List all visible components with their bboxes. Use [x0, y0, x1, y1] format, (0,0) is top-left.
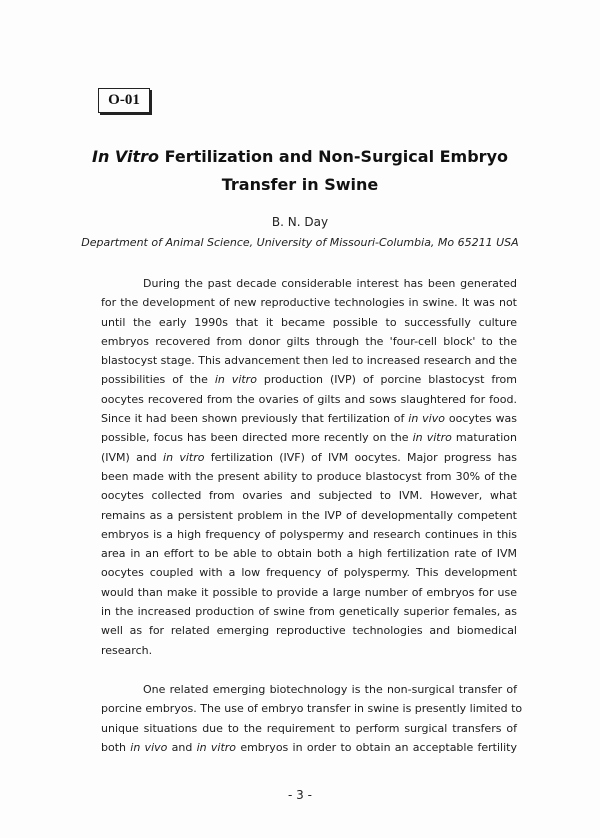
italic-term: in vivo	[408, 412, 445, 426]
text-line	[101, 409, 517, 428]
text-line: been made with the present ability to produce blastocyst from 30% of the	[101, 469, 517, 483]
text-line: area in an effort to be able to obtain both a high fertilization rate of IVM	[101, 547, 517, 561]
page-number: - 3 -	[288, 788, 312, 802]
text-line: in the increased production of swine from genetically superior females, as	[101, 605, 517, 619]
text-line: embryos is a high frequency of polyspermy and research continues in this	[101, 527, 517, 541]
text-segment: possible, focus has been directed more recently on the	[101, 431, 413, 445]
italic-term: in vivo	[130, 740, 168, 754]
italic-term: in vitro	[196, 740, 237, 754]
body-paragraph-2	[101, 680, 523, 757]
title-line-1	[60, 143, 540, 171]
text-segment: maturation	[451, 431, 518, 445]
text-segment: and	[167, 740, 197, 754]
italic-term: in vitro	[412, 431, 452, 445]
text-line	[101, 738, 517, 757]
text-segment: fertilization (IVF) of IVM oocytes. Major progress has	[204, 450, 518, 464]
text-line: oocytes coupled with a low frequency of polyspermy. This development	[101, 566, 517, 580]
title-italic-term: In Vitro	[92, 147, 160, 166]
paper-title	[60, 143, 540, 199]
text-line: During the past decade considerable interest has been generated	[143, 277, 517, 290]
text-line: blastocyst stage. This advancement then led to increased research and the	[101, 354, 517, 368]
text-segment: both	[101, 740, 131, 754]
title-line-1-rest: Fertilization and Non-Surgical Embryo	[159, 147, 508, 166]
body-paragraph-1	[101, 274, 517, 660]
abstract-code-box: O-01	[98, 88, 150, 113]
text-segment: oocytes was	[444, 412, 517, 426]
text-line: unique situations due to the requirement to perform surgical transfers of	[101, 721, 517, 735]
text-line: embryos recovered from donor gilts through the 'four-cell block' to the	[101, 334, 517, 348]
author-affiliation: Department of Animal Science, University of Missouri-Columbia, Mo 65211 USA	[81, 236, 519, 249]
text-line: porcine embryos. The use of embryo transfer in swine is presently limited to	[101, 702, 523, 716]
title-line-2: Transfer in Swine	[221, 175, 379, 194]
text-segment: (IVM) and	[101, 450, 164, 464]
text-line	[101, 370, 517, 389]
author-name: B. N. Day	[271, 215, 329, 229]
italic-term: in vitro	[163, 450, 205, 464]
text-line: well as for related emerging reproductive technologies and biomedical	[101, 624, 517, 638]
text-line: oocytes recovered from the ovaries of gilts and sows slaughtered for food.	[101, 392, 517, 406]
text-line: would than make it possible to provide a large number of embryos for use	[101, 585, 517, 599]
text-segment: possibilities of the	[101, 373, 215, 387]
text-segment: production (IVP) of porcine blastocyst from	[256, 373, 517, 387]
text-segment: Since it had been shown previously that fertilization of	[101, 412, 409, 426]
text-line: oocytes collected from ovaries and subjected to IVM. However, what	[101, 489, 517, 503]
text-line: One related emerging biotechnology is the non-surgical transfer of	[143, 683, 517, 696]
text-segment: embryos in order to obtain an acceptable fertility	[236, 740, 517, 754]
italic-term: in vitro	[214, 373, 257, 387]
text-line: remains as a persistent problem in the IVP of developmentally competent	[101, 508, 517, 522]
text-line: research.	[101, 643, 153, 657]
text-line	[101, 448, 517, 467]
text-line: for the development of new reproductive technologies in swine. It was not	[101, 296, 517, 310]
text-line: until the early 1990s that it became possible to successfully culture	[101, 315, 517, 329]
text-line	[101, 428, 517, 447]
